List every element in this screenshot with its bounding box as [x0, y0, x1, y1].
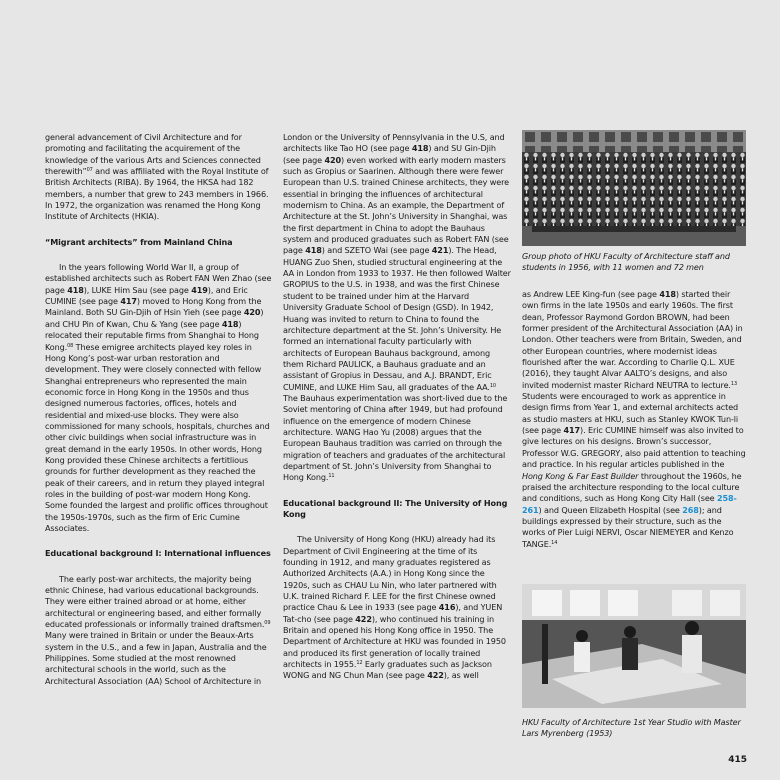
- page-ref: 417: [563, 425, 581, 436]
- page-ref: 422: [355, 613, 372, 624]
- section-heading: Educational background II: The University of Hong Kong: [283, 497, 508, 519]
- page-ref: 418: [305, 245, 322, 256]
- page-ref: 418: [659, 289, 676, 299]
- page-link[interactable]: 268: [682, 504, 699, 515]
- text-column-3: [522, 289, 746, 550]
- paragraph: London or the University of Pennsylvania in the U.S, and architects like Tao HO (see page 418) and SU Gin-Djih (see page 420) even worked with early modern masters such as Gropius or Saarinen. Although there were fewer European than U.S. trained Chinese architects, they were essential in bringing the influences of architectural modernism to China. As an example, the Department of Architecture at the St. John’s University in Shanghai, was the first department in China to adopt the Bauhaus system and produced graduates such as Robert FAN (see page 418) and SZETO Wai (see page 421). The Head, HUANG Zuo Shen, studied structural engineering at the AA in London from 1933 to 1937. He then followed Walter GROPIUS to the U.S. in 1938, and was the first Chinese student to be trained under him at the Harvard University Graduate School of Design (GSD). In 1942, Huang was invited to return to China to found the architecture department at the St. John’s University. He formed an international faculty particularly with architects of European Bauhaus background, among them Richard PAULICK, a Bauhaus graduate and an assistant of Gropius in Dessau, and A.J. BRANDT, Eric CUMINE, and LUKE Him Sau, all graduates of the AA.$^{10}$ The Bauhaus experimentation was short-lived due to the Soviet mentoring of China after 1949, but had profound influence on the emergence of modern Chinese architecture. WANG Hao Yu (2008) argues that the European Bauhaus tradition was carried on through the migration of teachers and graduates of the architectural department of St. John’s University from Shanghai to Hong Kong.$^{11}$: [283, 132, 511, 483]
- footnote-ref: 07: [86, 167, 93, 174]
- footnote-ref: 11: [328, 473, 335, 480]
- text: and was affiliated with the Royal Institute of British Architects (RIBA). By 1964, the HKSA had 182 members, a number that grew to 243 members in 1966. In 1972, the organization was renamed the Hong Kong Institute of Architects (HKIA).: [45, 166, 269, 222]
- photo-caption: Group photo of HKU Faculty of Architecture staff and students in 1956, with 11 women and 72 men: [522, 251, 730, 273]
- page-ref: 417: [120, 296, 137, 307]
- page-ref: 421: [431, 245, 449, 256]
- paragraph: The early post-war architects, the majority being ethnic Chinese, had various educational backgrounds. They were either trained abroad or at home, either architectural or engineering based, and either formally educated professionals or informally trained draftsmen.$^{09}$ Many were trained in Britain or under the Beaux-Arts system in the U.S., and a few in Japan, Australia and the Philippines. Some studied at the most renowned architectural schools in the world, such as the Architectural Association (AA) School of Architecture in: [45, 573, 271, 686]
- paragraph: In the years following World War II, a group of established architects such as Robert FAN Wen Zhao (see page 418), LUKE Him Sau (see page 419), and Eric CUMINE (see page 417) moved to Hong Kong from the Mainland. Both SU Gin-Djih of Hsin Yieh (see page 420) and CHU Pin of Kwan, Chu & Yang (see page 418) relocated their reputable firms from Shanghai to Hong Kong.$^{08}$ These emigree architects played key roles in Hong Kong’s post-war urban restoration and development. They were closely connected with fellow Shanghai entrepreneurs who represented the main economic force in Hong Kong in the 1950s and thus designed numerous factories, offices, hotels and residential and mixed-use blocks. They were also commissioned for many schools, hospitals, churches and other civic buildings when social infrastructure was in great demand in the early 1950s. In other words, Hong Kong provided these Chinese architects a fertitlious grounds for further development as they reached the peak of their careers, and in return they played integral roles in the building of post-war modern Hong Kong. Some founded the largest and prolific offices throughout the 1950s-1970s, such as the firm of Eric Cumine Associates.: [45, 262, 272, 533]
- page-ref: 420: [324, 154, 342, 165]
- publication-title: Hong Kong & Far East Builder: [522, 470, 639, 481]
- footnote-ref: 12: [356, 660, 363, 667]
- page-link[interactable]: 258-261: [522, 493, 737, 515]
- paragraph: as Andrew LEE King-fun (see page 418) started their own firms in the late 1950s and early 1960s. The first dean, Professor Raymond Gordon BROWN, had been former president of the Architectural Association (AA) in London. Other teachers were from Britain, Sweden, and other European countries, where modernist ideas flourished after the war. According to Charlie Q.L. XUE (2016), they taught Alvar AALTO’s designs, and also invited modernist master Richard NEUTRA to lecture.$^{13}$ Students were encouraged to work as apprentice in design firms from Year 1, and external architects acted as studio masters at HKU, such as Stanley KWOK Tun-li (see page 417). Eric CUMINE himself was also invited to give lectures on his designs. Brown’s successor, Professor W.G. GREGORY, also paid attention to teaching and practice. In his regular articles published in the Hong Kong & Far East Builder throughout the 1960s, he praised the architecture responding to the local culture and conditions, such as Hong Kong City Hall (see 258-261) and Queen Elizabeth Hospital (see 268); and buildings expressed by their structure, such as the works of Pier Luigi NERVI, Oscar NIEMEYER and Kenzo TANGE.$^{14}$: [522, 289, 746, 549]
- studio-photo: [522, 584, 746, 708]
- section-heading: “Migrant architects” from Mainland China: [45, 236, 233, 247]
- section-heading: Educational background I: International influences: [45, 548, 271, 559]
- page-ref: 422: [427, 670, 444, 681]
- footnote-ref: 09: [264, 620, 271, 627]
- page-ref: 418: [67, 284, 84, 295]
- footnote-ref: 13: [730, 380, 738, 387]
- footnote-ref: 14: [551, 539, 558, 546]
- page-ref: 419: [191, 284, 208, 295]
- page-ref: 418: [411, 143, 429, 154]
- paragraph: The University of Hong Kong (HKU) already had its Department of Civil Engineering at the time of its founding in 1912, and many graduates registered as Authorized Architects (A.A.) in Hong Kong since the 1920s, such as CHAU Lu Nin, who later partnered with U.K. trained Richard F. LEE for the first Chinese owned practice Chau & Lee in 1933 (see page 416), and YUEN Tat-cho (see page 422), who continued his training in Britain and opened his Hong Kong office in 1950. The Department of Architecture at HKU was founded in 1950 and produced its first generation of locally trained architects in 1955.12 Early graduates such as Jackson WONG and NG Chun Man (see page 422), as well: [283, 534, 506, 681]
- page-ref: 418: [221, 318, 239, 329]
- page-ref: 416: [438, 602, 456, 613]
- page-number: 415: [728, 755, 747, 765]
- footnote-ref: 10: [489, 382, 496, 389]
- footnote-ref: 08: [67, 342, 74, 349]
- paragraph: [45, 132, 273, 223]
- photo-caption: HKU Faculty of Architecture 1st Year Studio with Master Lars Myrenberg (1953): [522, 717, 741, 739]
- page-ref: 420: [243, 307, 261, 318]
- text-column-1: [45, 132, 273, 687]
- group-photo: [522, 130, 746, 246]
- text: general advancement of Civil Architecture and for promoting and facilitating the acquirement of the knowledge of the various Arts and Sciences connected therewith”: [45, 132, 261, 177]
- text-column-2: [283, 132, 511, 682]
